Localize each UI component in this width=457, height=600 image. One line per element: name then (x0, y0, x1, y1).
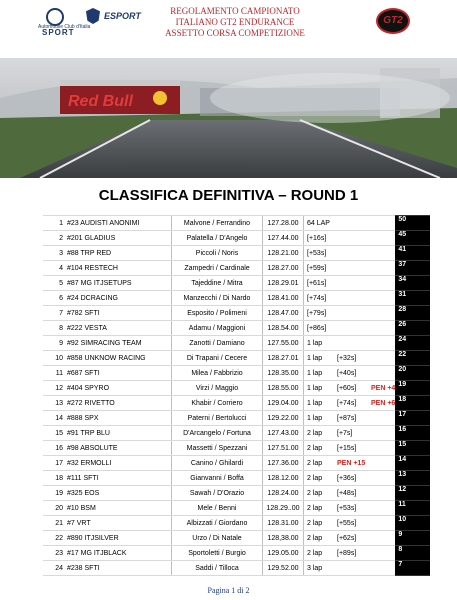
gap-cell: [+86s] (304, 321, 334, 336)
drivers-cell: Sportoletti / Burgio (172, 546, 263, 561)
team-cell: #7 VRT (65, 516, 172, 531)
position-cell: 12 (43, 381, 65, 396)
penalty-cell: PEN +15 (333, 456, 395, 471)
points-cell: 41 (395, 246, 430, 261)
drivers-cell: D'Arcangelo / Fortuna (172, 426, 263, 441)
team-cell: #888 SPX (65, 411, 172, 426)
table-row (43, 276, 430, 291)
drivers-cell: Canino / Ghilardi (172, 456, 263, 471)
table-row (43, 231, 430, 246)
table-row (43, 501, 430, 516)
results-table (43, 215, 430, 576)
team-cell: #858 UNKNOW RACING (65, 351, 172, 366)
team-cell: #92 SIMRACING TEAM (65, 336, 172, 351)
drivers-cell: Di Trapani / Cecere (172, 351, 263, 366)
points-cell: 31 (395, 291, 430, 306)
track-banner-illustration (0, 58, 457, 178)
penalty-cell (333, 336, 395, 351)
position-cell: 18 (43, 471, 65, 486)
position-cell: 1 (43, 216, 65, 231)
championship-title-line-2: ITALIANO GT2 ENDURANCE (175, 17, 295, 27)
drivers-cell: Tajeddine / Mitra (172, 276, 263, 291)
gap-cell: 2 lap (304, 471, 334, 486)
team-cell: #98 ABSOLUTE (65, 441, 172, 456)
points-cell: 10 (395, 516, 430, 531)
time-cell: 127.36.00 (263, 456, 304, 471)
time-cell: 128,38.00 (263, 531, 304, 546)
drivers-cell: Manzecchi / Di Nardo (172, 291, 263, 306)
time-cell: 127.28.00 (263, 216, 304, 231)
team-cell: #88 TRP RED (65, 246, 172, 261)
table-row (43, 261, 430, 276)
sponsor-banner-text: Red Bull (68, 93, 133, 110)
time-cell: 128.31.00 (263, 516, 304, 531)
gap-cell: 2 lap (304, 441, 334, 456)
team-cell: #272 RIVETTO (65, 396, 172, 411)
table-row (43, 291, 430, 306)
gap-cell: 2 lap (304, 531, 334, 546)
position-cell: 9 (43, 336, 65, 351)
points-cell: 26 (395, 321, 430, 336)
penalty-cell: [+40s] (333, 366, 395, 381)
table-row (43, 216, 430, 231)
drivers-cell: Palatella / D'Angelo (172, 231, 263, 246)
penalty-cell: [+32s] (333, 351, 395, 366)
gap-cell: 1 lap (304, 336, 334, 351)
team-cell: #87 MG ITJSETUPS (65, 276, 172, 291)
team-cell: #24 DCRACING (65, 291, 172, 306)
table-row (43, 396, 430, 411)
drivers-cell: Saddi / Tilloca (172, 561, 263, 576)
position-cell: 21 (43, 516, 65, 531)
table-row (43, 321, 430, 336)
penalty-cell (333, 321, 395, 336)
points-cell: 8 (395, 546, 430, 561)
gap-cell: 1 lap (304, 366, 334, 381)
gap-cell: 64 LAP (304, 216, 334, 231)
championship-title-line-3: ASSETTO CORSA COMPETIZIONE (165, 28, 305, 38)
points-cell: 34 (395, 276, 430, 291)
position-cell: 19 (43, 486, 65, 501)
drivers-cell: Piccoli / Noris (172, 246, 263, 261)
aci-logo-text: SPORT (42, 28, 75, 37)
points-cell: 19 (395, 381, 430, 396)
team-cell: #17 MG ITJBLACK (65, 546, 172, 561)
gap-cell: [+61s] (304, 276, 334, 291)
time-cell: 129.22.00 (263, 411, 304, 426)
table-row (43, 426, 430, 441)
drivers-cell: Paterni / Bertolucci (172, 411, 263, 426)
gap-cell: 2 lap (304, 426, 334, 441)
team-cell: #782 SFTI (65, 306, 172, 321)
team-cell: #111 SFTI (65, 471, 172, 486)
position-cell: 23 (43, 546, 65, 561)
table-row (43, 381, 430, 396)
time-cell: 128.29..00 (263, 501, 304, 516)
points-cell: 11 (395, 501, 430, 516)
gap-cell: 3 lap (304, 561, 334, 576)
document-header (0, 0, 457, 56)
table-row (43, 366, 430, 381)
points-cell: 13 (395, 471, 430, 486)
penalty-cell: [+7s] (333, 426, 395, 441)
table-row (43, 351, 430, 366)
position-cell: 7 (43, 306, 65, 321)
drivers-cell: Milea / Fabbrizio (172, 366, 263, 381)
time-cell: 127.55.00 (263, 336, 304, 351)
table-row (43, 411, 430, 426)
table-row (43, 456, 430, 471)
team-cell: #104 RESTECH (65, 261, 172, 276)
drivers-cell: Massetti / Spezzani (172, 441, 263, 456)
position-cell: 22 (43, 531, 65, 546)
table-row (43, 471, 430, 486)
time-cell: 129.04.00 (263, 396, 304, 411)
penalty-cell (333, 561, 395, 576)
drivers-cell: Malvone / Ferrandino (172, 216, 263, 231)
time-cell: 128.54.00 (263, 321, 304, 336)
team-cell: #890 ITJSILVER (65, 531, 172, 546)
team-cell: #325 EOS (65, 486, 172, 501)
points-cell: 28 (395, 306, 430, 321)
gap-cell: 1 lap (304, 411, 334, 426)
gap-cell: 2 lap (304, 456, 334, 471)
time-cell: 127.43.00 (263, 426, 304, 441)
points-cell: 37 (395, 261, 430, 276)
drivers-cell: Zanotti / Damiano (172, 336, 263, 351)
position-cell: 10 (43, 351, 65, 366)
points-cell: 22 (395, 351, 430, 366)
penalty-cell: [+48s] (333, 486, 395, 501)
penalty-cell: [+55s] (333, 516, 395, 531)
team-cell: #687 SFTI (65, 366, 172, 381)
table-row (43, 531, 430, 546)
points-cell: 14 (395, 456, 430, 471)
points-cell: 20 (395, 366, 430, 381)
page-title: CLASSIFICA DEFINITIVA – ROUND 1 (98, 187, 359, 204)
penalty-cell: [+74s]PEN +6 (333, 396, 395, 411)
aci-esport-logo (86, 8, 142, 26)
time-cell: 128.12.00 (263, 471, 304, 486)
time-cell: 129.05.00 (263, 546, 304, 561)
team-cell: #222 VESTA (65, 321, 172, 336)
table-row (43, 306, 430, 321)
drivers-cell: Khabir / Corriero (172, 396, 263, 411)
penalty-cell: [+53s] (333, 501, 395, 516)
gap-cell: [+53s] (304, 246, 334, 261)
team-cell: #23 AUDISTI ANONIMI (65, 216, 172, 231)
drivers-cell: Virzi / Maggio (172, 381, 263, 396)
time-cell: 128.35.00 (263, 366, 304, 381)
position-cell: 5 (43, 276, 65, 291)
position-cell: 17 (43, 456, 65, 471)
penalty-cell (333, 246, 395, 261)
time-cell: 128.29.01 (263, 276, 304, 291)
gap-cell: 1 lap (304, 381, 334, 396)
championship-title-line-1: REGOLAMENTO CAMPIONATO (170, 6, 300, 16)
gap-cell: 1 lap (304, 396, 334, 411)
drivers-cell: Adamu / Maggioni (172, 321, 263, 336)
championship-title (160, 6, 310, 39)
team-cell: #238 SFTI (65, 561, 172, 576)
penalty-cell: [+89s] (333, 546, 395, 561)
aci-logo-subtitle: Automobile Club d'Italia (38, 24, 91, 30)
team-cell: #404 SPYRO (65, 381, 172, 396)
drivers-cell: Gianvanni / Boffa (172, 471, 263, 486)
points-cell: 7 (395, 561, 430, 576)
team-cell: #201 GLADIUS (65, 231, 172, 246)
page-footer: Pagina 1 di 2 (207, 586, 250, 595)
penalty-cell (333, 216, 395, 231)
time-cell: 127.51.00 (263, 441, 304, 456)
penalty-cell (333, 276, 395, 291)
table-row (43, 441, 430, 456)
drivers-cell: Albizzati / Giordano (172, 516, 263, 531)
penalty-cell (333, 261, 395, 276)
gap-cell: 2 lap (304, 546, 334, 561)
time-cell: 128.41.00 (263, 291, 304, 306)
team-cell: #91 TRP BLU (65, 426, 172, 441)
points-cell: 18 (395, 396, 430, 411)
table-row (43, 486, 430, 501)
points-cell: 45 (395, 231, 430, 246)
position-cell: 14 (43, 411, 65, 426)
esport-logo-text: ESPORT (104, 11, 141, 21)
esport-shield-icon (86, 8, 100, 24)
position-cell: 4 (43, 261, 65, 276)
gap-cell: [+79s] (304, 306, 334, 321)
gap-cell: 2 lap (304, 501, 334, 516)
time-cell: 128.55.00 (263, 381, 304, 396)
time-cell: 128.21.00 (263, 246, 304, 261)
penalty-cell: [+15s] (333, 441, 395, 456)
position-cell: 20 (43, 501, 65, 516)
points-cell: 50 (395, 216, 430, 231)
drivers-cell: Sawah / D'Orazio (172, 486, 263, 501)
gap-cell: 2 lap (304, 486, 334, 501)
gap-cell: [+16s] (304, 231, 334, 246)
penalty-cell (333, 291, 395, 306)
table-row (43, 516, 430, 531)
penalty-cell: [+62s] (333, 531, 395, 546)
gap-cell: 1 lap (304, 351, 334, 366)
position-cell: 6 (43, 291, 65, 306)
penalty-cell: [+60s]PEN +4 (333, 381, 395, 396)
penalty-cell: [+36s] (333, 471, 395, 486)
time-cell: 129.52.00 (263, 561, 304, 576)
position-cell: 11 (43, 366, 65, 381)
time-cell: 127.44.00 (263, 231, 304, 246)
position-cell: 2 (43, 231, 65, 246)
points-cell: 9 (395, 531, 430, 546)
gap-cell: [+59s] (304, 261, 334, 276)
table-row (43, 561, 430, 576)
points-cell: 24 (395, 336, 430, 351)
team-cell: #10 BSM (65, 501, 172, 516)
gt2-logo: GT2 (376, 8, 410, 34)
points-cell: 16 (395, 426, 430, 441)
points-cell: 15 (395, 441, 430, 456)
points-cell: 12 (395, 486, 430, 501)
table-row (43, 336, 430, 351)
drivers-cell: Mele / Benni (172, 501, 263, 516)
position-cell: 13 (43, 396, 65, 411)
aci-sport-logo (38, 8, 91, 37)
time-cell: 128.27.00 (263, 261, 304, 276)
drivers-cell: Zampedri / Cardinale (172, 261, 263, 276)
drivers-cell: Esposito / Polimeni (172, 306, 263, 321)
table-row (43, 246, 430, 261)
position-cell: 3 (43, 246, 65, 261)
penalty-cell (333, 306, 395, 321)
points-cell: 17 (395, 411, 430, 426)
penalty-cell (333, 231, 395, 246)
penalty-cell: [+87s] (333, 411, 395, 426)
team-cell: #32 ERMOLLI (65, 456, 172, 471)
position-cell: 8 (43, 321, 65, 336)
gap-cell: 2 lap (304, 516, 334, 531)
time-cell: 128.27.01 (263, 351, 304, 366)
time-cell: 128.24.00 (263, 486, 304, 501)
position-cell: 16 (43, 441, 65, 456)
table-row (43, 546, 430, 561)
time-cell: 128.47.00 (263, 306, 304, 321)
position-cell: 15 (43, 426, 65, 441)
drivers-cell: Urzo / Di Natale (172, 531, 263, 546)
gap-cell: [+74s] (304, 291, 334, 306)
results-table-body (43, 216, 430, 576)
track-banner-image (0, 58, 457, 178)
position-cell: 24 (43, 561, 65, 576)
